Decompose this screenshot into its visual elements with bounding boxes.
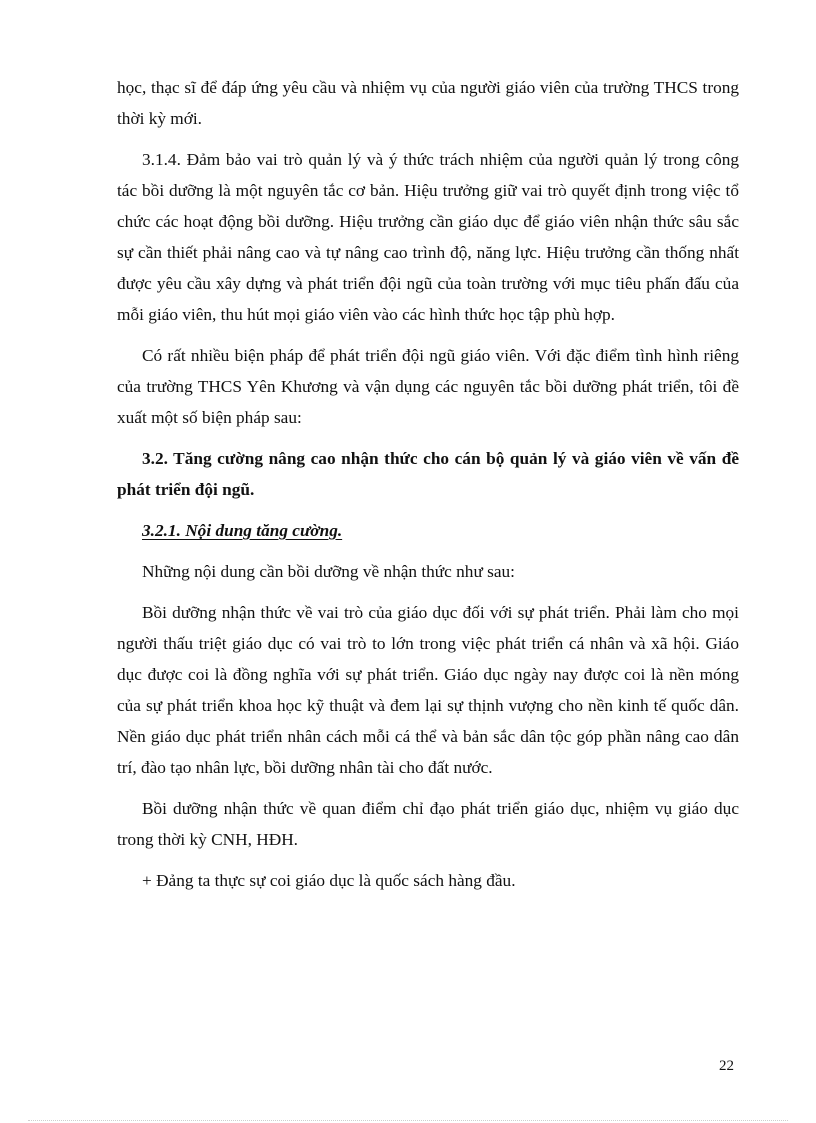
page-number: 22 xyxy=(719,1058,734,1074)
paragraph-continuation: học, thạc sĩ để đáp ứng yêu cầu và nhiệm vụ của người giáo viên của trường THCS trong thời kỳ mới. xyxy=(117,78,739,128)
subsection-heading-wrap xyxy=(117,515,739,546)
page-body xyxy=(117,72,739,906)
paragraph-party-policy: + Đảng ta thực sự coi giáo dục là quốc sách hàng đầu. xyxy=(142,871,516,890)
paragraph-guiding-views: Bồi dưỡng nhận thức về quan điểm chỉ đạo phát triển giáo dục, nhiệm vụ giáo dục trong thời kỳ CNH, HĐH. xyxy=(117,799,739,849)
section-heading-3-2: 3.2. Tăng cường nâng cao nhận thức cho cán bộ quản lý và giáo viên về vấn đề phát triển đội ngũ. xyxy=(117,449,739,499)
paragraph-role-of-education: Bồi dưỡng nhận thức về vai trò của giáo dục đối với sự phát triển. Phải làm cho mọi người thấu triệt giáo dục có vai trò to lớn trong việc phát triển cá nhân và xã hội. Giáo dục được coi là đồng nghĩa với sự phát triển. Giáo dục ngày nay được coi là nền móng của sự phát triển khoa học kỹ thuật và đem lại sự thịnh vượng cho nền kinh tế quốc dân. Nền giáo dục phát triển nhân cách mỗi cá thể và bản sắc dân tộc góp phần nâng cao dân trí, đào tạo nhân lực, bồi dưỡng nhân tài cho đất nước. xyxy=(117,603,739,777)
paragraph-measures-intro: Có rất nhiều biện pháp để phát triển đội ngũ giáo viên. Với đặc điểm tình hình riêng của trường THCS Yên Khương và vận dụng các nguyên tắc bồi dưỡng phát triển, tôi đề xuất một số biện pháp sau: xyxy=(117,346,739,427)
page-bottom-divider xyxy=(28,1120,788,1121)
paragraph-3-1-4: 3.1.4. Đảm bảo vai trò quản lý và ý thức trách nhiệm của người quản lý trong công tác bồi dưỡng là một nguyên tắc cơ bản. Hiệu trưởng giữ vai trò quyết định trong việc tổ chức các hoạt động bồi dưỡng. Hiệu trưởng cần giáo dục để giáo viên nhận thức sâu sắc sự cần thiết phải nâng cao và tự nâng cao trình độ, năng lực. Hiệu trưởng cần thống nhất được yêu cầu xây dựng và phát triển đội ngũ của toàn trường với mục tiêu phấn đấu của mỗi giáo viên, thu hút mọi giáo viên vào các hình thức học tập phù hợp. xyxy=(117,150,739,324)
paragraph-content-intro: Những nội dung cần bồi dưỡng về nhận thức như sau: xyxy=(142,562,515,581)
subsection-heading-3-2-1: 3.2.1. Nội dung tăng cường. xyxy=(142,521,343,540)
